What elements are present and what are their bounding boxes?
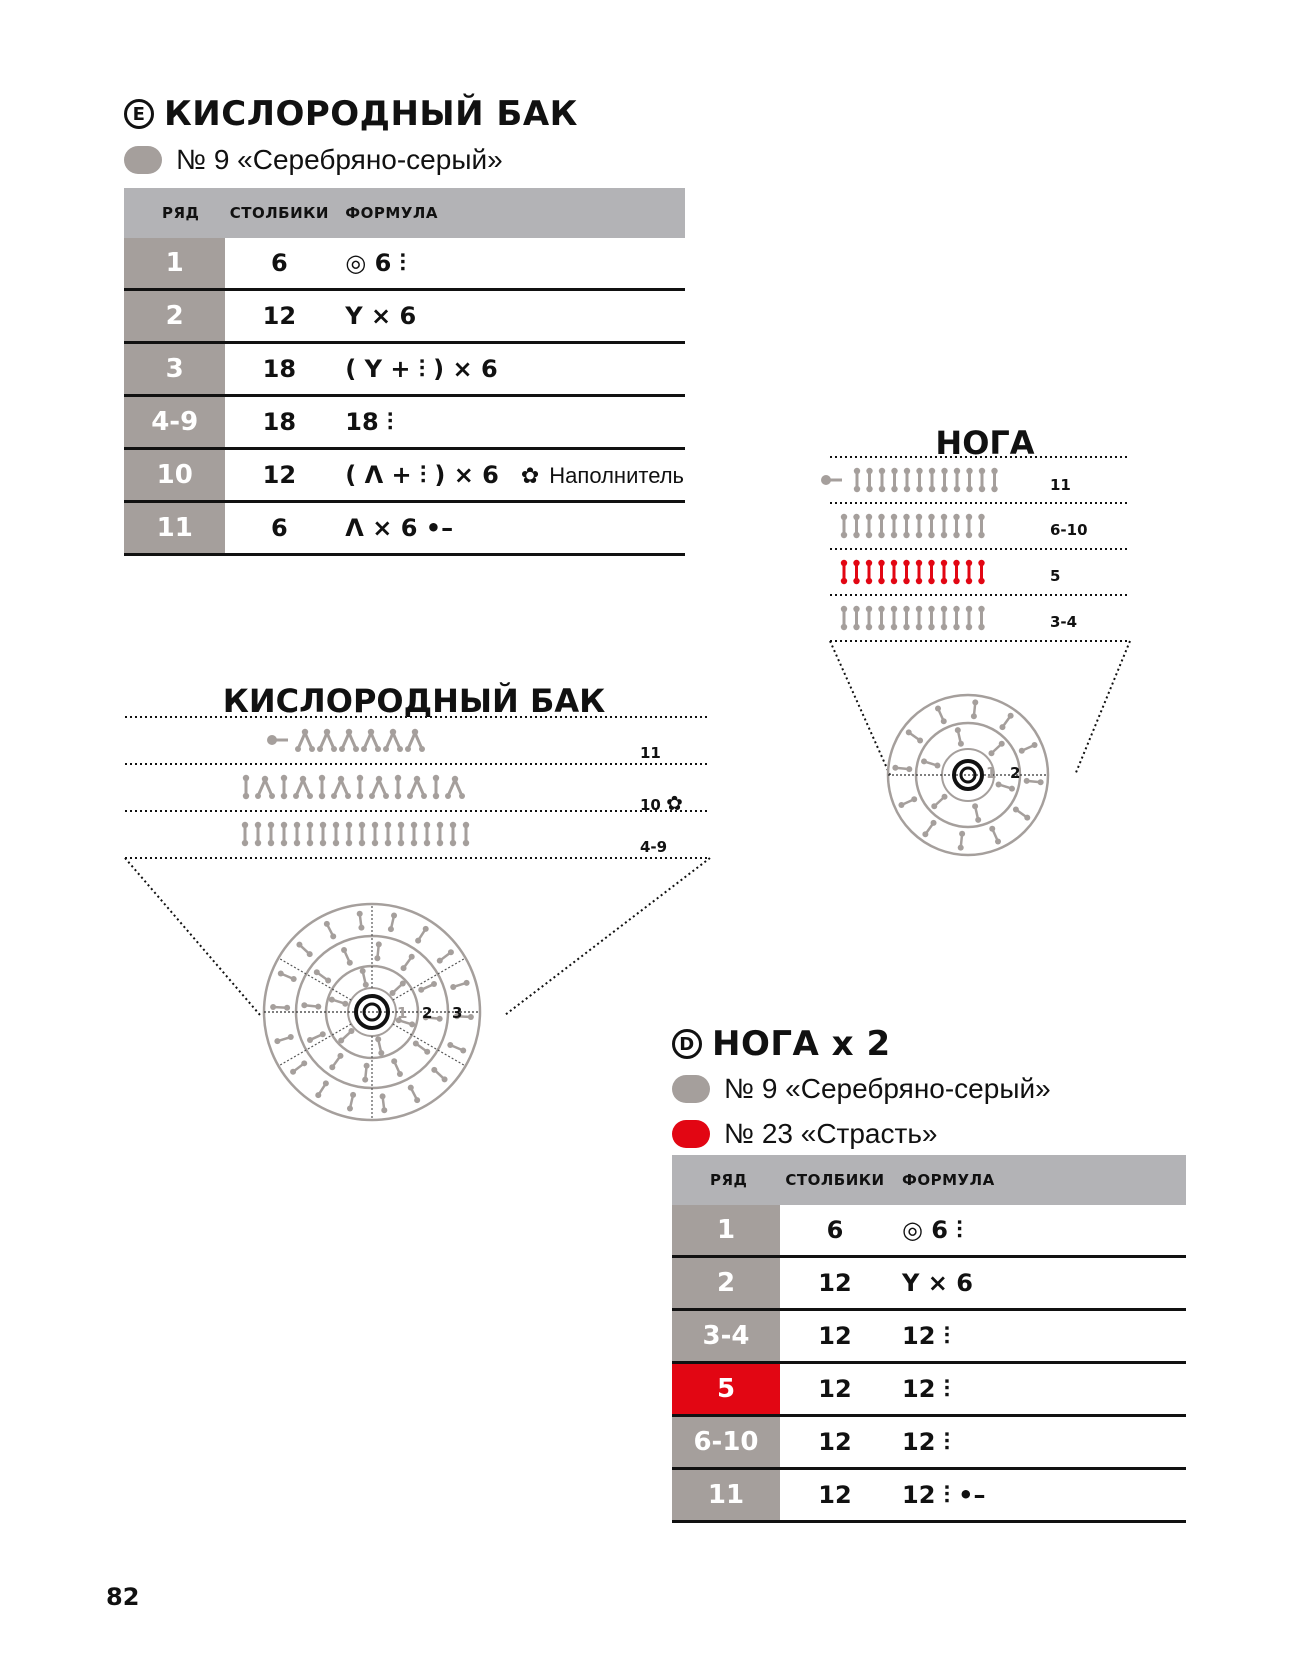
- stuffing-icon: ✿: [520, 464, 540, 489]
- stuffing-note: Наполнитель: [549, 463, 684, 488]
- leg-row-label: 6-10: [1050, 521, 1088, 539]
- formula: [333, 449, 685, 502]
- row-number: 2: [124, 290, 225, 343]
- table-row: [672, 1469, 1186, 1522]
- formula: 12 ⫶ •–: [890, 1469, 1186, 1522]
- table-row: [124, 502, 685, 555]
- stitch-count: 18: [225, 343, 333, 396]
- table-row: [672, 1416, 1186, 1469]
- yarn-swatch-gray: [672, 1075, 710, 1103]
- tank-ring-label: 3: [452, 1004, 463, 1022]
- formula: ( Y + ⫶ ) × 6: [333, 343, 685, 396]
- table-row: [124, 238, 685, 290]
- tank-yarn: [124, 144, 503, 176]
- formula: Y × 6: [333, 290, 685, 343]
- tank-diagram-title: КИСЛОРОДНЫЙ БАК: [222, 682, 606, 720]
- tank-ring-label: 1: [397, 1004, 408, 1022]
- row-number: 4-9: [124, 396, 225, 449]
- tank-row-label: 4-9: [640, 838, 668, 856]
- leg-title: НОГА x 2: [712, 1024, 891, 1064]
- tank-section-title: [124, 94, 578, 134]
- yarn-label: № 23 «Страсть»: [724, 1118, 938, 1149]
- table-row: [124, 396, 685, 449]
- formula: 18 ⫶: [333, 396, 685, 449]
- row-number: 10: [124, 449, 225, 502]
- stitch-count: 12: [780, 1469, 890, 1522]
- header-count: СТОЛБИКИ: [225, 188, 333, 238]
- header-row: РЯД: [672, 1155, 780, 1205]
- tank-row-label-text: 10: [640, 796, 661, 814]
- table-row: [124, 449, 685, 502]
- tank-title: КИСЛОРОДНЫЙ БАК: [164, 94, 578, 134]
- tank-diagram: [120, 715, 720, 1145]
- stitch-count: 12: [780, 1310, 890, 1363]
- stitch-count: 12: [780, 1363, 890, 1416]
- header-formula: ФОРМУЛА: [890, 1155, 1186, 1205]
- leg-ring-label: 1: [986, 764, 997, 782]
- row-number: 3-4: [672, 1310, 780, 1363]
- section-letter-badge: E: [124, 99, 154, 129]
- yarn-label: № 9 «Серебряно-серый»: [176, 144, 503, 175]
- stitch-count: 6: [225, 502, 333, 555]
- formula: ◎ 6 ⫶: [333, 238, 685, 290]
- page-number: 82: [106, 1583, 140, 1611]
- header-formula: ФОРМУЛА: [333, 188, 685, 238]
- leg-yarn-red: [672, 1118, 938, 1150]
- leg-row-label: 11: [1050, 476, 1071, 494]
- leg-row-label: 3-4: [1050, 613, 1078, 631]
- yarn-swatch-red: [672, 1120, 710, 1148]
- section-letter-badge: D: [672, 1029, 702, 1059]
- table-row: [672, 1310, 1186, 1363]
- table-row: [124, 290, 685, 343]
- leg-pattern-table: [672, 1155, 1186, 1523]
- leg-row-label: 5: [1050, 567, 1061, 585]
- row-number: 1: [124, 238, 225, 290]
- stitch-count: 12: [780, 1416, 890, 1469]
- leg-ring-label: 2: [1010, 764, 1021, 782]
- formula: Y × 6: [890, 1257, 1186, 1310]
- stitch-count: 6: [780, 1205, 890, 1257]
- stitch-count: 12: [225, 290, 333, 343]
- formula: 12 ⫶: [890, 1416, 1186, 1469]
- formula: 12 ⫶: [890, 1363, 1186, 1416]
- table-row: [672, 1257, 1186, 1310]
- tank-ring-label: 2: [422, 1004, 433, 1022]
- stitch-count: 12: [780, 1257, 890, 1310]
- row-number: 3: [124, 343, 225, 396]
- formula: Λ × 6 •–: [333, 502, 685, 555]
- tank-round-chart: [264, 904, 480, 1120]
- table-header: [124, 188, 685, 238]
- stitch-count: 6: [225, 238, 333, 290]
- leg-diagram: [820, 455, 1160, 875]
- leg-yarn-gray: [672, 1073, 1051, 1105]
- yarn-label: № 9 «Серебряно-серый»: [724, 1073, 1051, 1104]
- stuffing-icon: ✿: [666, 791, 683, 815]
- stitch-count: 18: [225, 396, 333, 449]
- leg-section-title: [672, 1024, 891, 1064]
- header-count: СТОЛБИКИ: [780, 1155, 890, 1205]
- table-header: [672, 1155, 1186, 1205]
- row-number: 6-10: [672, 1416, 780, 1469]
- stitch-count: 12: [225, 449, 333, 502]
- tank-row-label: [640, 791, 683, 815]
- row-number: 2: [672, 1257, 780, 1310]
- header-row: РЯД: [124, 188, 225, 238]
- table-row: [124, 343, 685, 396]
- tank-pattern-table: [124, 188, 685, 556]
- row-number: 11: [124, 502, 225, 555]
- leg-diagram-title: НОГА: [935, 424, 1035, 462]
- yarn-swatch-gray: [124, 146, 162, 174]
- tank-row-label: 11: [640, 744, 661, 762]
- formula-text: ( Λ + ⫶ ) × 6: [345, 461, 499, 489]
- formula: 12 ⫶: [890, 1310, 1186, 1363]
- formula: ◎ 6 ⫶: [890, 1205, 1186, 1257]
- table-row: [672, 1363, 1186, 1416]
- table-row: [672, 1205, 1186, 1257]
- row-number: 1: [672, 1205, 780, 1257]
- row-number: 11: [672, 1469, 780, 1522]
- leg-round-chart: [888, 695, 1048, 855]
- row-number-highlight: 5: [672, 1363, 780, 1416]
